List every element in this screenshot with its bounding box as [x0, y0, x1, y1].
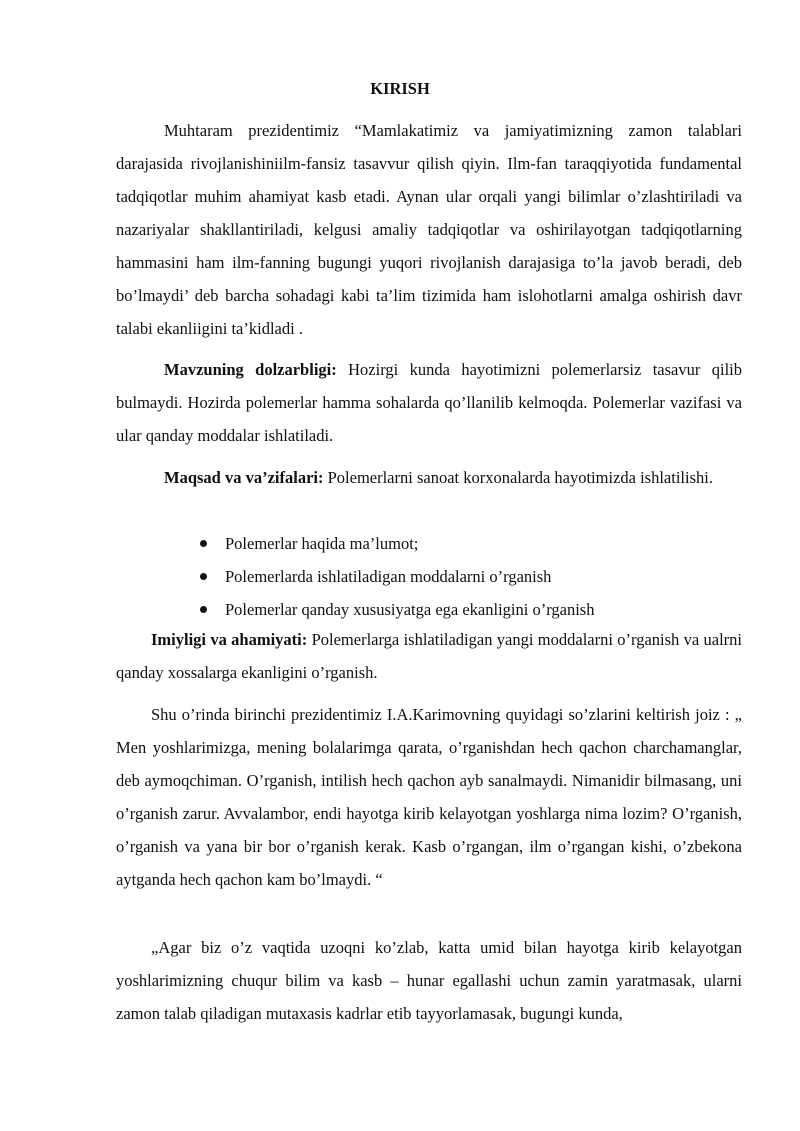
- relevance-label: Mavzuning dolzarbligi:: [164, 360, 337, 379]
- goals-text: Polemerlarni sanoat korxonalarda hayotimizda ishlatilishi.: [327, 468, 713, 487]
- quote-paragraph-2: „Agar biz o’z vaqtida uzoqni ko’zlab, katta umid bilan hayotga kirib kelayotgan yoshlarimizning chuqur bilim va kasb – hunar egallashi uchun zamin yaratmasak, ularni zamon talab qiladigan mutaxasis kadrlar etib tayyorlamasak, bugungi kunda,: [116, 938, 742, 1023]
- importance-text: Polemerlarga ishlatiladigan yangi moddalarni o’rganish va ualrni qanday xossalarga ekanligini o’rganish.: [116, 630, 742, 682]
- intro-paragraph: Muhtaram prezidentimiz “Mamlakatimiz va jamiyatimizning zamon talablari darajasida rivojlanishiniilm-fansiz tasavvur qilish qiyin. Ilm-fan taraqqiyotida fundamental tadqiqotlar muhim ahamiyat kasb etadi. Aynan ular orqali yangi bilimlar o’zlashtiriladi va nazariyalar shakllantiriladi, kelgusi amaliy tadqiqotlar va oshirilayotgan tadqiqotlarning hammasini ham ilm-fanning bugungi yuqori rivojlanish darajasiga to’la javob beradi, deb bo’lmaydi’ deb barcha sohadagi kabi ta’lim tizimida ham islohotlarni amalga oshirish davr talabi ekanliigini ta’kidladi .: [116, 121, 742, 338]
- goals-list: [200, 527, 740, 626]
- list-item: [200, 560, 740, 593]
- list-item-text: Polemerlarda ishlatiladigan moddalarni o’rganish: [225, 567, 552, 586]
- goals-label: Maqsad va va’zifalari:: [164, 468, 324, 487]
- relevance-paragraph: [116, 353, 742, 452]
- quote-paragraph-1: Shu o’rinda birinchi prezidentimiz I.A.Karimovning quyidagi so’zlarini keltirish joiz : „ Men yoshlarimizga, mening bolalarimga qarata, o’rganishdan hech qachon charchamanglar, deb aymoqchiman. O’rganish, intilish hech qachon ayb sanalmaydi. Nimanidir bilmasang, uni o’rganish zarur. Avvalambor, endi hayotga kirib kelayotgan yoshlarga nima lozim? O’rganish, o’rganish va yana bir bor o’rganish kerak. Kasb o’rgangan, ilm o’rgangan kishi, o’zbekona aytganda hech qachon kam bo’lmaydi. “: [116, 705, 742, 889]
- bullet-icon: [200, 606, 207, 613]
- list-item-text: Polemerlar haqida ma’lumot;: [225, 534, 419, 553]
- bullet-icon: [200, 540, 207, 547]
- importance-label: Imiyligi va ahamiyati:: [151, 630, 308, 649]
- relevance-text: Hozirgi kunda hayotimizni polemerlarsiz tasavur qilib bulmaydi. Hozirda polemerlar hamma sohalarda qo’llanilib kelmoqda. Polemerlar vazifasi va ular qanday moddalar ishlatiladi.: [116, 360, 743, 445]
- list-item: [200, 593, 740, 626]
- goals-paragraph: [116, 461, 742, 494]
- bullet-icon: [200, 573, 207, 580]
- page-title: KIRISH: [370, 79, 430, 98]
- importance-paragraph: [116, 623, 742, 689]
- list-item-text: Polemerlar qanday xususiyatga ega ekanligini o’rganish: [225, 600, 595, 619]
- list-item: [200, 527, 740, 560]
